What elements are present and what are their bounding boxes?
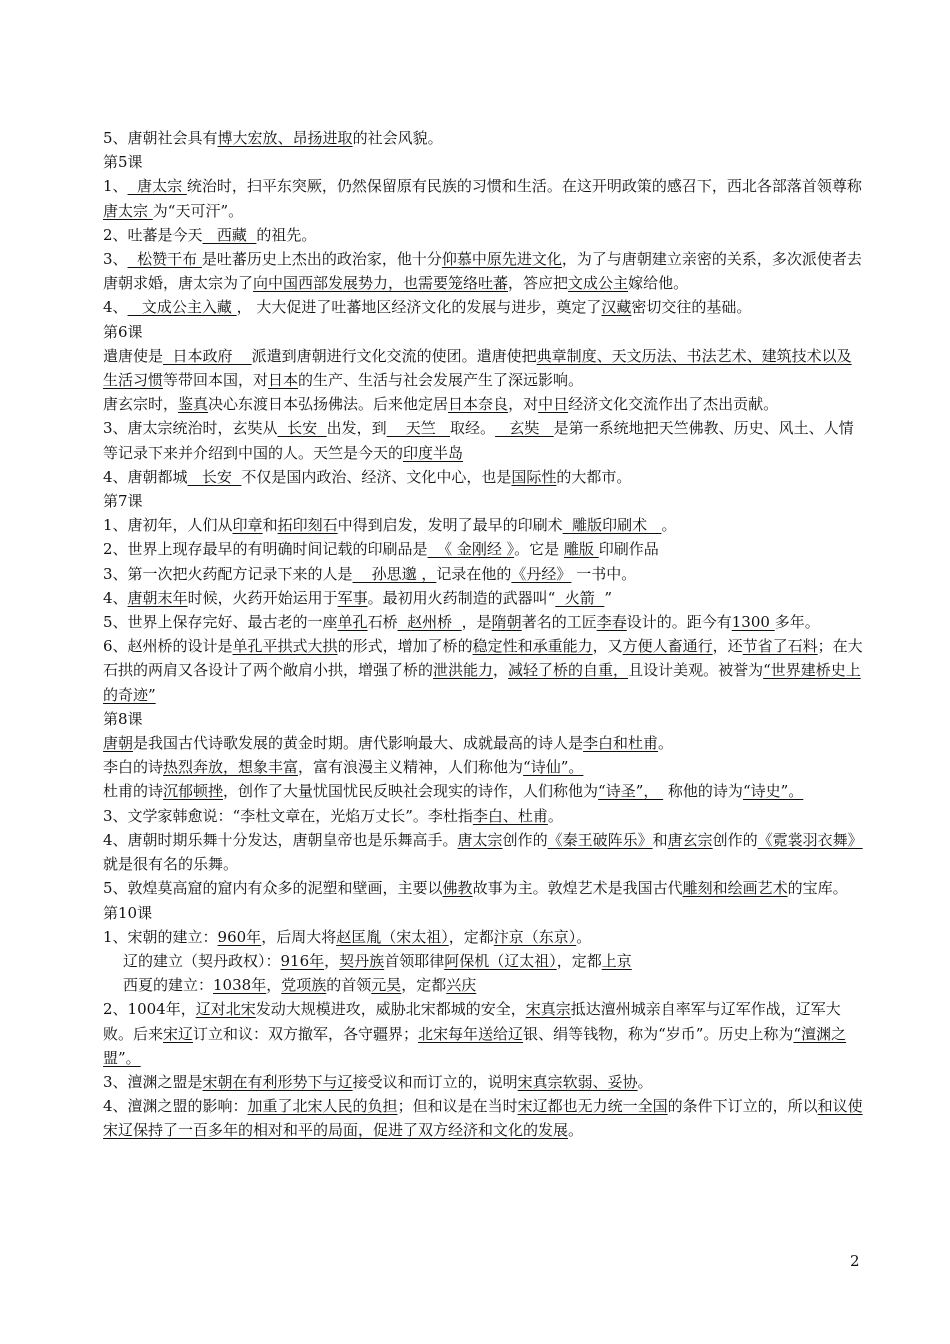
underlined-answer: 玄奘 bbox=[495, 419, 554, 438]
text-segment: 4、 bbox=[103, 298, 128, 317]
text-segment: 的宝库。 bbox=[787, 879, 848, 898]
text-segment: 第10课 bbox=[103, 903, 153, 922]
text-segment: 设计的。距今有 bbox=[626, 613, 732, 632]
text-segment: 银、绢等钱物，称为“岁币”。历史上称为 bbox=[523, 1024, 794, 1043]
underlined-answer: 兴庆 bbox=[446, 976, 477, 995]
lesson-heading bbox=[103, 320, 863, 344]
text-segment: 多年。 bbox=[774, 613, 820, 632]
underlined-answer: 宋辽都也无力统一全国 bbox=[517, 1097, 668, 1116]
page-number: 2 bbox=[850, 1252, 860, 1270]
paragraph bbox=[103, 1094, 863, 1142]
underlined-answer: 军事 bbox=[337, 588, 368, 607]
text-segment: 抵达澶州城亲自率军与辽军作战，辽军大败。后来 bbox=[103, 1000, 841, 1043]
text-segment: 5、敦煌莫高窟的窟内有众多的泥塑和壁画，主要以 bbox=[103, 879, 443, 898]
underlined-answer: 元昊 bbox=[371, 976, 402, 995]
text-segment: ， 大大促进了吐蕃地区经济文化的发展与进步，奠定了 bbox=[236, 298, 602, 317]
underlined-answer: 阿保机（辽太祖） bbox=[444, 951, 557, 970]
underlined-answer: 李白、杜甫 bbox=[472, 806, 548, 825]
text-segment: 西夏的建立： bbox=[123, 976, 214, 995]
text-segment: 是吐蕃历史上杰出的政治家，他十分 bbox=[201, 250, 442, 269]
text-segment: 且设计美观。被誉为 bbox=[628, 661, 764, 680]
underlined-answer: 汉藏 bbox=[601, 298, 632, 317]
underlined-answer: 辽对北宋 bbox=[195, 1000, 256, 1019]
text-segment: 和 bbox=[652, 830, 668, 849]
underlined-answer: 西藏 bbox=[202, 225, 257, 244]
underlined-answer: 唐太宗 bbox=[103, 201, 153, 220]
underlined-answer: 沉郁顿挫 bbox=[163, 782, 224, 801]
text-segment: 1、 bbox=[103, 177, 128, 196]
underlined-answer: “诗史”。 bbox=[742, 782, 804, 801]
paragraph bbox=[103, 562, 863, 586]
paragraph bbox=[103, 537, 863, 561]
text-segment: ；但和议是在当时 bbox=[397, 1097, 518, 1116]
lesson-heading bbox=[103, 489, 863, 513]
text-segment: ，答应把 bbox=[508, 274, 569, 293]
text-segment: 。 bbox=[637, 1072, 653, 1091]
underlined-answer: 960年 bbox=[217, 927, 262, 946]
paragraph bbox=[103, 513, 863, 537]
text-segment: 。 bbox=[658, 734, 674, 753]
underlined-answer: 隋朝 bbox=[491, 613, 522, 632]
text-segment: 故事为主。敦煌艺术是我国古代 bbox=[472, 879, 683, 898]
text-segment: 4、澶渊之盟的影响： bbox=[103, 1097, 248, 1116]
text-segment: ，定都 bbox=[448, 927, 494, 946]
underlined-answer: 鉴真 bbox=[178, 395, 209, 414]
underlined-answer: 上京 bbox=[601, 951, 632, 970]
underlined-answer: 李白和杜甫 bbox=[583, 734, 659, 753]
text-segment: 。 bbox=[568, 1121, 584, 1140]
underlined-answer: 雕版 bbox=[563, 540, 599, 559]
text-segment: ” bbox=[604, 588, 613, 607]
text-segment: 嫁给他。 bbox=[628, 274, 689, 293]
underlined-answer: 单孔平拱式大拱 bbox=[232, 637, 338, 656]
text-segment: 1、唐初年，人们从 bbox=[103, 516, 233, 535]
text-segment: 创作的 bbox=[502, 830, 548, 849]
underlined-answer: 加重了北宋人民的负担 bbox=[247, 1097, 398, 1116]
paragraph bbox=[103, 804, 863, 828]
underlined-answer: 方便人畜通行 bbox=[622, 637, 713, 656]
paragraph bbox=[103, 344, 863, 392]
underlined-answer: 赵州桥 bbox=[397, 613, 462, 632]
underlined-answer: 和议使宋辽保持了一百多年的相对和平的局面，促进了双方经济和文化的发展 bbox=[103, 1097, 863, 1140]
paragraph bbox=[103, 295, 863, 319]
underlined-answer: 天竺 bbox=[386, 419, 451, 438]
underlined-answer: 《 金刚经 》 bbox=[427, 540, 515, 559]
text-segment: 不仅是国内政治、经济、文化中心，也是 bbox=[241, 467, 512, 486]
text-segment: ，定都 bbox=[401, 976, 447, 995]
text-segment: ，又 bbox=[592, 637, 623, 656]
text-segment: 遣唐使是 bbox=[103, 346, 164, 365]
text-segment: 等带回本国，对 bbox=[163, 371, 269, 390]
underlined-answer: 孙思邈 ， bbox=[352, 564, 437, 583]
text-segment: 出发，到 bbox=[326, 419, 387, 438]
underlined-answer: 减轻了桥的自重， bbox=[508, 661, 629, 680]
underlined-answer: 唐太宗 bbox=[127, 177, 187, 196]
text-segment: 派遣到唐朝进行文化交流的使团。遣唐使把 bbox=[251, 346, 537, 365]
underlined-answer: 日本 bbox=[268, 371, 299, 390]
text-segment: 2、1004年， bbox=[103, 1000, 196, 1019]
text-segment: 3、文学家韩愈说：“李杜文章在，光焰万丈长”。李杜指 bbox=[103, 806, 473, 825]
text-segment: 是第一系统地把天竺佛教、历史、风土、人情等记录下来并介绍到中国的人。天竺是今天的 bbox=[103, 419, 854, 462]
text-segment: 中得到启发，发明了最早的印刷术 bbox=[337, 516, 563, 535]
underlined-answer: 泄洪能力 bbox=[433, 661, 494, 680]
text-segment: 的社会风貌。 bbox=[352, 129, 443, 147]
underlined-answer: “诗圣”， bbox=[598, 782, 664, 801]
text-segment: 的大都市。 bbox=[556, 467, 632, 486]
underlined-answer: 日本奈良 bbox=[448, 395, 509, 414]
underlined-answer: 热烈奔放，想象丰富 bbox=[163, 758, 299, 777]
paragraph bbox=[103, 1070, 863, 1094]
text-segment: 第6课 bbox=[103, 322, 143, 341]
text-segment: 记录在他的 bbox=[436, 564, 512, 583]
underlined-answer: 长安 bbox=[277, 419, 327, 438]
underlined-answer: 916年 bbox=[280, 951, 325, 970]
underlined-answer: 长安 bbox=[187, 467, 242, 486]
underlined-answer: 赵匡胤（宋太祖） bbox=[336, 927, 449, 946]
text-segment: 第7课 bbox=[103, 492, 143, 511]
text-segment: 5、世界上保存完好、最古老的一座 bbox=[103, 613, 338, 632]
underlined-answer: 印章 bbox=[232, 516, 263, 535]
text-segment: 经济文化交流作出了杰出贡献。 bbox=[568, 395, 779, 414]
underlined-answer: 宋朝在有利形势下与辽 bbox=[202, 1072, 353, 1091]
underlined-answer: 国际性 bbox=[511, 467, 557, 486]
text-segment: 接受议和而订立的，说明 bbox=[352, 1072, 518, 1091]
text-segment: ，富有浪漫主义精神，人们称他为 bbox=[298, 758, 524, 777]
text-segment: 5、唐朝社会具有 bbox=[103, 129, 218, 147]
underlined-answer: 宋辽 bbox=[163, 1024, 194, 1043]
underlined-answer: 雕刻和绘画艺术 bbox=[682, 879, 788, 898]
underlined-answer: 北宋每年送给辽 bbox=[418, 1024, 524, 1043]
text-segment: 一书中。 bbox=[571, 564, 637, 583]
text-segment: 印刷作品 bbox=[598, 540, 659, 559]
paragraph bbox=[103, 126, 863, 150]
text-segment: 3、唐太宗统治时，玄奘从 bbox=[103, 419, 278, 438]
underlined-answer: 唐朝末年 bbox=[127, 588, 188, 607]
underlined-answer: 唐太宗 bbox=[457, 830, 503, 849]
underlined-answer: 博大宏放、昂扬进取 bbox=[217, 129, 353, 147]
paragraph bbox=[103, 876, 863, 900]
text-segment: 就是很有名的乐舞。 bbox=[103, 855, 239, 874]
paragraph bbox=[103, 828, 863, 876]
underlined-answer: 契丹族 bbox=[339, 951, 385, 970]
paragraph bbox=[103, 392, 863, 416]
paragraph bbox=[103, 465, 863, 489]
underlined-answer: 拓印刻石 bbox=[277, 516, 338, 535]
text-segment: 石桥 bbox=[367, 613, 398, 632]
text-segment: 取经。 bbox=[450, 419, 496, 438]
text-segment: 唐玄宗时， bbox=[103, 395, 179, 414]
underlined-answer: 单孔 bbox=[337, 613, 368, 632]
text-segment: 统治时，扫平东突厥，仍然保留原有民族的习惯和生活。在这开明政策的感召下，西北各部落首领尊称 bbox=[186, 177, 862, 196]
paragraph bbox=[103, 223, 863, 247]
text-segment: 的祖先。 bbox=[256, 225, 317, 244]
underlined-answer: 文成公主入藏 bbox=[127, 298, 237, 317]
paragraph bbox=[103, 174, 863, 222]
paragraph bbox=[103, 586, 863, 610]
underlined-answer: 《秦王破阵乐》 bbox=[547, 830, 653, 849]
text-segment: 第8课 bbox=[103, 709, 143, 728]
text-segment: 和 bbox=[262, 516, 278, 535]
underlined-answer: 佛教 bbox=[442, 879, 473, 898]
underlined-answer: 汴京（东京） bbox=[493, 927, 577, 946]
text-segment: ， bbox=[493, 661, 509, 680]
underlined-answer: 《霓裳羽衣舞》 bbox=[757, 830, 863, 849]
underlined-answer: “诗仙”。 bbox=[523, 758, 584, 777]
underlined-answer: 节省了石料 bbox=[742, 637, 818, 656]
text-segment: 3、 bbox=[103, 250, 128, 269]
underlined-answer: 向中国西部发展势力，也需要笼络吐蕃 bbox=[253, 274, 509, 293]
text-segment: 著名的工匠 bbox=[521, 613, 597, 632]
text-segment: ，是 bbox=[461, 613, 492, 632]
paragraph bbox=[103, 610, 863, 634]
paragraph bbox=[103, 731, 863, 755]
text-segment: ，创作了大量忧国忧民反映社会现实的诗作，人们称他为 bbox=[223, 782, 599, 801]
paragraph bbox=[103, 997, 863, 1070]
underlined-answer: 松赞干布 bbox=[127, 250, 202, 269]
text-segment: 称他的诗为 bbox=[663, 782, 743, 801]
lesson-heading bbox=[103, 150, 863, 174]
text-segment: 订立和议：双方撤军，各守疆界； bbox=[193, 1024, 419, 1043]
paragraph bbox=[103, 973, 863, 997]
lesson-heading bbox=[103, 901, 863, 925]
text-segment: ，还 bbox=[712, 637, 743, 656]
paragraph bbox=[103, 416, 863, 464]
paragraph bbox=[103, 925, 863, 949]
underlined-answer: 唐玄宗 bbox=[667, 830, 713, 849]
document-body bbox=[103, 126, 863, 1143]
text-segment: ， bbox=[324, 951, 340, 970]
text-segment: 的形式，增加了桥的 bbox=[337, 637, 473, 656]
underlined-answer: “澶渊之盟”。 bbox=[103, 1024, 847, 1067]
text-segment: ；在大石拱的两肩又各设计了两个敞肩小拱，增强了桥的 bbox=[103, 637, 863, 680]
underlined-answer: 唐朝 bbox=[103, 734, 134, 753]
text-segment: 。 bbox=[576, 927, 592, 946]
text-segment: 李白的诗 bbox=[103, 758, 164, 777]
text-segment: ， bbox=[266, 976, 282, 995]
text-segment: 6、赵州桥的设计是 bbox=[103, 637, 233, 656]
text-segment: 为“天可汗”。 bbox=[152, 201, 244, 220]
underlined-answer: 1038年 bbox=[213, 976, 267, 995]
text-segment: 。最初用火药制造的武器叫“ bbox=[367, 588, 556, 607]
text-segment: 。 bbox=[547, 806, 563, 825]
text-segment: 3、澶渊之盟是 bbox=[103, 1072, 203, 1091]
text-segment: 。它是 bbox=[514, 540, 564, 559]
paragraph bbox=[103, 755, 863, 779]
underlined-answer: 李春 bbox=[596, 613, 627, 632]
text-segment: 4、 bbox=[103, 588, 128, 607]
text-segment: ，后周大将 bbox=[261, 927, 337, 946]
text-segment: 3、第一次把火药配方记录下来的人是 bbox=[103, 564, 353, 583]
underlined-answer: 宋真宗 bbox=[525, 1000, 571, 1019]
paragraph bbox=[103, 779, 863, 803]
underlined-answer: 《丹经》 bbox=[511, 564, 572, 583]
underlined-answer: 火箭 bbox=[555, 588, 605, 607]
text-segment: 决心东渡日本弘扬佛法。后来他定居 bbox=[208, 395, 449, 414]
text-segment: 杜甫的诗 bbox=[103, 782, 164, 801]
text-segment: ，对 bbox=[508, 395, 539, 414]
paragraph bbox=[103, 247, 863, 295]
text-segment: 1、宋朝的建立： bbox=[103, 927, 218, 946]
underlined-answer: 雕版印刷术 bbox=[562, 516, 662, 535]
text-segment: 密切交往的基础。 bbox=[631, 298, 752, 317]
text-segment: 。 bbox=[661, 516, 677, 535]
underlined-answer: 1300 bbox=[731, 613, 775, 632]
text-segment: 时候，火药开始运用于 bbox=[187, 588, 338, 607]
text-segment: 2、吐蕃是今天 bbox=[103, 225, 203, 244]
underlined-answer: 党项族 bbox=[281, 976, 327, 995]
underlined-answer: 中日 bbox=[538, 395, 569, 414]
underlined-answer: 仰慕中原先进文化 bbox=[441, 250, 562, 269]
text-segment: 创作的 bbox=[712, 830, 758, 849]
text-segment: 辽的建立（契丹政权）： bbox=[123, 951, 281, 970]
text-segment: 的条件下订立的，所以 bbox=[667, 1097, 818, 1116]
text-segment: ，定都 bbox=[556, 951, 602, 970]
lesson-heading bbox=[103, 707, 863, 731]
underlined-answer: 日本政府 bbox=[163, 346, 252, 365]
text-segment: 4、唐朝都城 bbox=[103, 467, 188, 486]
underlined-answer: 印度半岛 bbox=[403, 443, 464, 462]
underlined-answer: 宋真宗软弱、妥协 bbox=[517, 1072, 638, 1091]
text-segment: 的生产、生活与社会发展产生了深远影响。 bbox=[298, 371, 584, 390]
text-segment: ，为了与唐朝建立亲密的关系，多次派使者去唐朝求婚，唐太宗为了 bbox=[103, 250, 862, 293]
text-segment: 的首领 bbox=[326, 976, 372, 995]
text-segment: 首领耶律 bbox=[384, 951, 445, 970]
text-segment: 发动大规模进攻，威胁北宋都城的安全， bbox=[255, 1000, 526, 1019]
text-segment: 是我国古代诗歌发展的黄金时期。唐代影响最大、成就最高的诗人是 bbox=[133, 734, 584, 753]
paragraph bbox=[103, 949, 863, 973]
text-segment: 第5课 bbox=[103, 153, 143, 172]
text-segment: 2、世界上现存最早的有明确时间记载的印刷品是 bbox=[103, 540, 428, 559]
underlined-answer: 稳定性和承重能力 bbox=[472, 637, 593, 656]
paragraph bbox=[103, 634, 863, 707]
underlined-answer: “世界建桥史上的奇迹” bbox=[103, 661, 861, 704]
underlined-answer: 文成公主 bbox=[568, 274, 629, 293]
text-segment: 4、唐朝时期乐舞十分发达，唐朝皇帝也是乐舞高手。 bbox=[103, 830, 458, 849]
underlined-answer: 典章制度、天文历法、书法艺术、建筑技术以及生活习惯 bbox=[103, 346, 852, 390]
